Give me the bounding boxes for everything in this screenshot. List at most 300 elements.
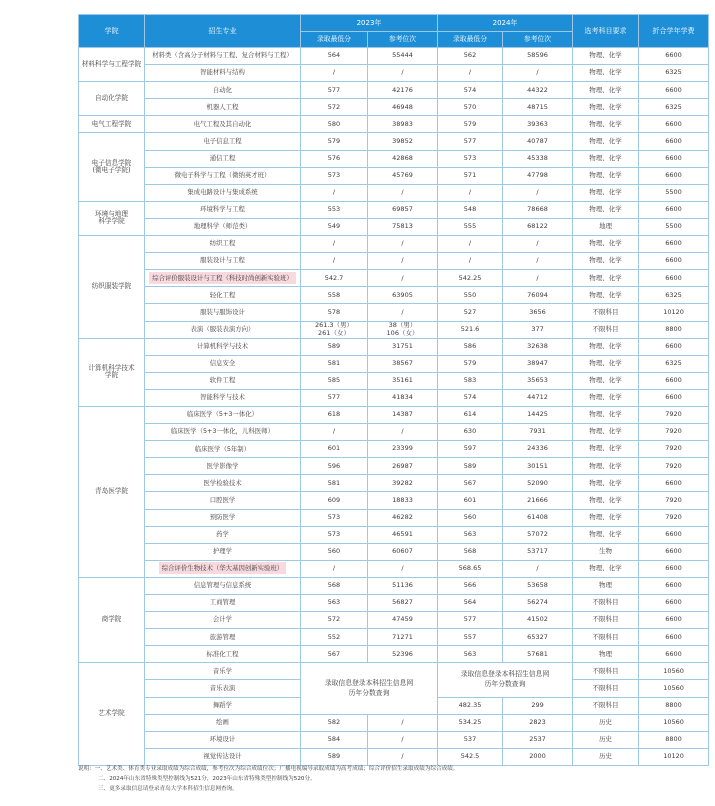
- score-2023: 618: [301, 406, 368, 423]
- rank-2024: 61408: [503, 509, 573, 526]
- tuition-fee: 10560: [639, 714, 709, 731]
- score-2024: 521.6: [438, 321, 503, 338]
- major-cell: [145, 82, 301, 99]
- tuition-fee: 6600: [639, 201, 709, 218]
- score-2023: 560: [301, 543, 368, 560]
- major-cell: [145, 560, 301, 577]
- tuition-fee: 6600: [639, 372, 709, 389]
- score-2023: 564: [301, 48, 368, 65]
- major-cell: [145, 372, 301, 389]
- rank-2024: /: [503, 184, 573, 201]
- rank-2023: /: [368, 731, 438, 748]
- header-year-2023: 2023年: [301, 15, 438, 32]
- table-row: [79, 253, 709, 270]
- rank-2023: /: [368, 270, 438, 287]
- rank-2023: 71271: [368, 629, 438, 646]
- rank-2024: 44322: [503, 82, 573, 99]
- subject-requirement: 物理、化学: [573, 475, 639, 492]
- rank-2024: 68122: [503, 218, 573, 235]
- score-2023: /: [301, 424, 368, 441]
- tuition-fee: 6325: [639, 287, 709, 304]
- score-2023: 581: [301, 355, 368, 372]
- rank-2023: 46591: [368, 526, 438, 543]
- subject-requirement: 物理、化学: [573, 441, 639, 458]
- subject-requirement: 历史: [573, 731, 639, 748]
- major-cell: [145, 629, 301, 646]
- major-name: 临床医学（5+3一体化，儿科医师）: [171, 427, 274, 436]
- major-cell: [145, 543, 301, 560]
- table-row: [79, 82, 709, 99]
- tuition-fee: 7920: [639, 441, 709, 458]
- college-cell: 电气工程学院: [79, 116, 145, 133]
- note-line: 三、更多录取信息请登录青岛大学本科招生信息网查询。: [98, 786, 238, 792]
- rank-2024: 377: [503, 321, 573, 338]
- tuition-fee: 6325: [639, 65, 709, 82]
- major-cell: [145, 389, 301, 406]
- subject-requirement: 不限科目: [573, 629, 639, 646]
- tuition-fee: 6325: [639, 355, 709, 372]
- rank-2023: 38（男） 106（女）: [368, 321, 438, 338]
- rank-2024: 78668: [503, 201, 573, 218]
- rank-2024: /: [503, 270, 573, 287]
- subject-requirement: 物理、化学: [573, 287, 639, 304]
- major-cell: [145, 526, 301, 543]
- rank-2023: 41834: [368, 389, 438, 406]
- table-row: [79, 748, 709, 765]
- table-row: [79, 526, 709, 543]
- table-row: [79, 441, 709, 458]
- college-cell: 自动化学院: [79, 82, 145, 116]
- score-2024: 567: [438, 475, 503, 492]
- score-2024: 630: [438, 424, 503, 441]
- major-cell: [145, 458, 301, 475]
- tuition-fee: 8800: [639, 321, 709, 338]
- tuition-fee: 6600: [639, 595, 709, 612]
- rank-2023: 35161: [368, 372, 438, 389]
- subject-requirement: 不限科目: [573, 663, 639, 680]
- score-2024: 566: [438, 577, 503, 594]
- score-2023: 596: [301, 458, 368, 475]
- score-2023: 601: [301, 441, 368, 458]
- subject-requirement: 物理、化学: [573, 48, 639, 65]
- header-major: 招生专业: [145, 15, 301, 48]
- major-name: 智能科学与技术: [200, 393, 245, 402]
- score-2024: 548: [438, 201, 503, 218]
- subject-requirement: 物理、化学: [573, 82, 639, 99]
- subject-requirement: 历史: [573, 714, 639, 731]
- rank-2024: /: [503, 65, 573, 82]
- major-cell: [145, 509, 301, 526]
- rank-2023: 14387: [368, 406, 438, 423]
- score-2023: 553: [301, 201, 368, 218]
- major-cell: [145, 48, 301, 65]
- score-2023: /: [301, 236, 368, 253]
- tuition-fee: 6600: [639, 167, 709, 184]
- table-row: [79, 509, 709, 526]
- rank-2024: 48715: [503, 99, 573, 116]
- tuition-fee: 6600: [639, 612, 709, 629]
- rank-2024: 14425: [503, 406, 573, 423]
- major-cell: [145, 99, 301, 116]
- rank-2024: /: [503, 253, 573, 270]
- score-2023: 582: [301, 714, 368, 731]
- table-row: [79, 150, 709, 167]
- score-2024: 574: [438, 82, 503, 99]
- table-row: [79, 372, 709, 389]
- score-2023: 542.7: [301, 270, 368, 287]
- major-cell: [145, 680, 301, 697]
- score-2024: 560: [438, 509, 503, 526]
- table-row: [79, 475, 709, 492]
- subject-requirement: 生物: [573, 543, 639, 560]
- major-cell: [145, 646, 301, 663]
- score-2024: 570: [438, 99, 503, 116]
- tuition-fee: 6600: [639, 48, 709, 65]
- major-name: 自动化: [212, 85, 233, 94]
- score-2024: 568.65: [438, 560, 503, 577]
- major-name: 微电子科学与工程（微纳英才班）: [174, 171, 271, 180]
- subject-requirement: 物理、化学: [573, 424, 639, 441]
- tuition-fee: 7920: [639, 458, 709, 475]
- header-year-2024: 2024年: [438, 15, 573, 32]
- subject-requirement: 不限科目: [573, 304, 639, 321]
- major-name: 材料类（含高分子材料与工程、复合材料与工程）: [152, 51, 293, 60]
- subject-requirement: 物理、化学: [573, 133, 639, 150]
- score-2023: 549: [301, 218, 368, 235]
- tuition-fee: 6600: [639, 253, 709, 270]
- score-2023: 577: [301, 82, 368, 99]
- tuition-fee: 6600: [639, 116, 709, 133]
- table-row: [79, 65, 709, 82]
- admission-table-container: [78, 14, 708, 766]
- major-name: 集成电路设计与集成系统: [187, 188, 258, 197]
- tuition-fee: 7920: [639, 424, 709, 441]
- score-2024: 577: [438, 612, 503, 629]
- college-cell: 艺术学院: [79, 663, 145, 766]
- college-cell: 青岛医学院: [79, 406, 145, 577]
- tuition-fee: 6600: [639, 577, 709, 594]
- score-2023: 563: [301, 595, 368, 612]
- header-rank-2023: 参考位次: [368, 32, 438, 48]
- score-2023: 589: [301, 338, 368, 355]
- rank-2024: 56274: [503, 595, 573, 612]
- note-line: 二、2024年山东省特殊类型控制线为521分，2023年山东省特殊类型控制线为520分。: [98, 776, 316, 782]
- tuition-fee: 6600: [639, 82, 709, 99]
- table-row: [79, 48, 709, 65]
- rank-2023: /: [368, 184, 438, 201]
- rank-2023: 46282: [368, 509, 438, 526]
- rank-2024: 38947: [503, 355, 573, 372]
- score-2023: 572: [301, 612, 368, 629]
- rank-2023: 42176: [368, 82, 438, 99]
- major-name: 医学检验技术: [203, 478, 242, 487]
- rank-2024: /: [503, 560, 573, 577]
- table-row: [79, 406, 709, 423]
- subject-requirement: 不限科目: [573, 321, 639, 338]
- score-2024: 589: [438, 458, 503, 475]
- table-row: [79, 184, 709, 201]
- major-name: 会计学: [212, 615, 233, 624]
- score-2024: /: [438, 65, 503, 82]
- tuition-fee: 6600: [639, 543, 709, 560]
- rank-2023: 45769: [368, 167, 438, 184]
- rank-2023: 56827: [368, 595, 438, 612]
- major-name: 服装设计与工程: [200, 256, 245, 265]
- major-cell: [145, 287, 301, 304]
- subject-requirement: 物理、化学: [573, 509, 639, 526]
- header-score-2024: 录取最低分: [438, 32, 503, 48]
- rank-2024: 3656: [503, 304, 573, 321]
- college-cell: 材料科学与工程学院: [79, 48, 145, 82]
- major-name: 信息管理与信息系统: [193, 581, 252, 590]
- subject-requirement: 不限科目: [573, 680, 639, 697]
- tuition-fee: 6600: [639, 270, 709, 287]
- major-name: 预防医学: [209, 512, 236, 521]
- rank-2024: 65327: [503, 629, 573, 646]
- subject-requirement: 物理、化学: [573, 65, 639, 82]
- major-cell: [145, 748, 301, 765]
- tuition-fee: 6600: [639, 236, 709, 253]
- rank-2024: 35653: [503, 372, 573, 389]
- tuition-fee: 6600: [639, 133, 709, 150]
- score-2023: /: [301, 184, 368, 201]
- tuition-fee: 8800: [639, 731, 709, 748]
- rank-2023: /: [368, 714, 438, 731]
- table-row: [79, 236, 709, 253]
- tuition-fee: 8800: [639, 697, 709, 714]
- rank-2024: 7931: [503, 424, 573, 441]
- tuition-fee: 10560: [639, 680, 709, 697]
- major-cell: [145, 406, 301, 423]
- major-name: 表演（服装表演方向）: [190, 324, 255, 333]
- major-name: 智能材料与结构: [200, 68, 245, 77]
- score-2024: /: [438, 236, 503, 253]
- major-name: 轻化工程: [209, 290, 236, 299]
- subject-requirement: 物理、化学: [573, 492, 639, 509]
- major-cell: [145, 577, 301, 594]
- score-2023: 573: [301, 526, 368, 543]
- rank-2024: 2823: [503, 714, 573, 731]
- major-cell: [145, 184, 301, 201]
- rank-2023: 55444: [368, 48, 438, 65]
- table-row: [79, 287, 709, 304]
- table-row: [79, 577, 709, 594]
- score-2023: 578: [301, 304, 368, 321]
- rank-2023: /: [368, 304, 438, 321]
- major-cell: [145, 338, 301, 355]
- table-row: [79, 646, 709, 663]
- college-cell: 商学院: [79, 577, 145, 662]
- tuition-fee: 6600: [639, 526, 709, 543]
- subject-requirement: 物理、化学: [573, 526, 639, 543]
- rank-2023: 51136: [368, 577, 438, 594]
- score-2023: 573: [301, 167, 368, 184]
- major-name: 机器人工程: [206, 102, 239, 111]
- table-body: [79, 48, 709, 766]
- table-row: [79, 389, 709, 406]
- major-cell: [145, 270, 301, 287]
- score-2024: 583: [438, 372, 503, 389]
- major-cell: [145, 355, 301, 372]
- major-cell: [145, 424, 301, 441]
- major-cell: [145, 697, 301, 714]
- rank-2023: 47459: [368, 612, 438, 629]
- rank-2024: 299: [503, 697, 573, 714]
- major-name: 旅游管理: [209, 632, 236, 641]
- tuition-fee: 6325: [639, 99, 709, 116]
- subject-requirement: 历史: [573, 748, 639, 765]
- tuition-fee: 7920: [639, 492, 709, 509]
- rank-2023: 18833: [368, 492, 438, 509]
- score-2024: 537: [438, 731, 503, 748]
- subject-requirement: 物理、化学: [573, 236, 639, 253]
- rank-2024: 53658: [503, 577, 573, 594]
- major-name: 环境科学与工程: [200, 205, 245, 214]
- major-name: 工商管理: [209, 598, 236, 607]
- score-2024: /: [438, 253, 503, 270]
- score-2023: 609: [301, 492, 368, 509]
- score-2023: 579: [301, 133, 368, 150]
- major-name: 音乐学: [212, 666, 233, 675]
- rank-2023: 63905: [368, 287, 438, 304]
- tuition-fee: 6600: [639, 560, 709, 577]
- score-2024: 527: [438, 304, 503, 321]
- major-cell: [145, 116, 301, 133]
- header-rank-2024: 参考位次: [503, 32, 573, 48]
- major-cell: [145, 236, 301, 253]
- rank-2023: /: [368, 560, 438, 577]
- major-name: 标准化工程: [206, 649, 239, 658]
- tuition-fee: 10560: [639, 663, 709, 680]
- score-2023: 581: [301, 475, 368, 492]
- major-cell: [145, 304, 301, 321]
- college-cell: 电子信息学院 (微电子学院): [79, 133, 145, 201]
- rank-2023: 75813: [368, 218, 438, 235]
- rank-2024: 47798: [503, 167, 573, 184]
- score-2023: 558: [301, 287, 368, 304]
- major-name: 服装与服饰设计: [200, 307, 245, 316]
- major-cell: [145, 167, 301, 184]
- major-name: 医学影像学: [206, 461, 239, 470]
- rank-2023: /: [368, 253, 438, 270]
- score-2023: 584: [301, 731, 368, 748]
- major-cell: [145, 492, 301, 509]
- tuition-fee: 6600: [639, 389, 709, 406]
- rank-2023: /: [368, 748, 438, 765]
- major-name: 环境设计: [209, 735, 236, 744]
- rank-2023: 42868: [368, 150, 438, 167]
- rank-2024: 57681: [503, 646, 573, 663]
- subject-requirement: 物理、化学: [573, 99, 639, 116]
- rank-2023: 69857: [368, 201, 438, 218]
- score-2024: 542.5: [438, 748, 503, 765]
- table-row: [79, 731, 709, 748]
- major-cell: [145, 731, 301, 748]
- tuition-fee: 6600: [639, 629, 709, 646]
- score-2024: 579: [438, 116, 503, 133]
- table-row: [79, 543, 709, 560]
- score-2023: 589: [301, 748, 368, 765]
- score-2023: 261.3（男） 261（女）: [301, 321, 368, 338]
- score-2023: 552: [301, 629, 368, 646]
- subject-requirement: 物理、化学: [573, 270, 639, 287]
- college-cell: 纺织服装学院: [79, 236, 145, 339]
- major-cell: [145, 321, 301, 338]
- rank-2023: 52396: [368, 646, 438, 663]
- major-name: 软件工程: [209, 376, 236, 385]
- major-name: 临床医学（5+3一体化）: [186, 410, 258, 419]
- major-cell: [145, 201, 301, 218]
- score-2023: 572: [301, 99, 368, 116]
- score-2023: 573: [301, 509, 368, 526]
- admission-score-table: [78, 14, 709, 766]
- subject-requirement: 物理、化学: [573, 184, 639, 201]
- score-2023: /: [301, 65, 368, 82]
- subject-requirement: 物理、化学: [573, 338, 639, 355]
- notes: [78, 764, 708, 794]
- rank-2024: 52090: [503, 475, 573, 492]
- tuition-fee: 5500: [639, 184, 709, 201]
- table-row: [79, 99, 709, 116]
- major-name: 地理科学（师范类）: [193, 222, 252, 231]
- table-row: [79, 338, 709, 355]
- tuition-fee: 7920: [639, 406, 709, 423]
- major-name: 舞蹈学: [212, 700, 233, 709]
- college-cell: 计算机科学技术 学院: [79, 338, 145, 406]
- rank-2023: 38983: [368, 116, 438, 133]
- score-2024: 597: [438, 441, 503, 458]
- subject-requirement: 物理、化学: [573, 116, 639, 133]
- rank-2024: 53717: [503, 543, 573, 560]
- rank-2023: /: [368, 236, 438, 253]
- rank-2024: 2537: [503, 731, 573, 748]
- subject-requirement: 物理、化学: [573, 389, 639, 406]
- subject-requirement: 不限科目: [573, 697, 639, 714]
- table-row: [79, 424, 709, 441]
- rank-2024: 44712: [503, 389, 573, 406]
- major-cell: [145, 441, 301, 458]
- score-2024: 563: [438, 526, 503, 543]
- score-2023: /: [301, 560, 368, 577]
- tuition-fee: 5500: [639, 218, 709, 235]
- major-name: 音乐表演: [209, 683, 236, 692]
- major-cell: [145, 475, 301, 492]
- major-name: 纺织工程: [209, 239, 236, 248]
- score-2023: 576: [301, 150, 368, 167]
- rank-2024: 41502: [503, 612, 573, 629]
- subject-requirement: 物理、化学: [573, 406, 639, 423]
- rank-2024: 32638: [503, 338, 573, 355]
- subject-requirement: 不限科目: [573, 595, 639, 612]
- table-row: [79, 663, 709, 680]
- art-2023-note: 录取信息登录本科招生信息网 历年分数查询: [301, 663, 438, 714]
- table-row: [79, 218, 709, 235]
- subject-requirement: 不限科目: [573, 612, 639, 629]
- major-name: 护理学: [212, 547, 233, 556]
- table-row: [79, 201, 709, 218]
- table-row: [79, 304, 709, 321]
- table-row: [79, 355, 709, 372]
- major-cell: [145, 133, 301, 150]
- score-2024: 573: [438, 150, 503, 167]
- rank-2023: 26987: [368, 458, 438, 475]
- major-name: 计算机科学与技术: [196, 341, 249, 350]
- score-2023: 580: [301, 116, 368, 133]
- table-row: [79, 116, 709, 133]
- rank-2024: 45338: [503, 150, 573, 167]
- major-name: 通信工程: [209, 153, 236, 162]
- subject-requirement: 物理、化学: [573, 167, 639, 184]
